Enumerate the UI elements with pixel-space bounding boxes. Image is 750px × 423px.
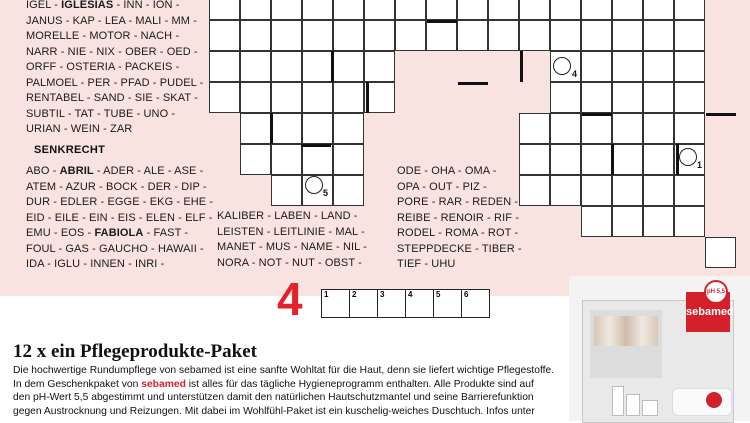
word-list-line: STEPPDECKE - TIBER - xyxy=(397,242,522,255)
grid-cell[interactable] xyxy=(457,0,488,20)
grid-cell[interactable] xyxy=(333,51,364,82)
word-list-horizontal xyxy=(26,0,203,138)
word-list-vertical-2 xyxy=(217,209,367,271)
grid-cell[interactable] xyxy=(581,113,612,144)
solution-box[interactable] xyxy=(377,289,406,318)
grid-cell[interactable] xyxy=(271,0,302,20)
word-list-line: ABO - ABRIL - ADER - ALE - ASE - xyxy=(26,165,204,177)
grid-cell[interactable] xyxy=(643,82,674,113)
word-list-vertical-3 xyxy=(397,164,522,273)
grid-cell[interactable] xyxy=(643,20,674,51)
grid-cell[interactable] xyxy=(302,51,333,82)
solution-box[interactable] xyxy=(349,289,378,318)
grid-cell[interactable] xyxy=(519,175,550,206)
circle-number: 4 xyxy=(572,69,578,79)
word-list-line: SUBTIL - TAT - TUBE - UNO - xyxy=(26,107,176,120)
word-list-line: FOUL - GAS - GAUCHO - HAWAII - xyxy=(26,242,204,255)
grid-cell[interactable] xyxy=(612,113,643,144)
solution-circle xyxy=(679,148,697,166)
lid-photo xyxy=(594,316,658,346)
word-list-line: PORE - RAR - REDEN - xyxy=(397,196,519,208)
article-title: 12 x ein Pflegeprodukte-Paket xyxy=(13,341,257,362)
ph-seal: pH 5,5 xyxy=(704,280,728,304)
grid-cell[interactable] xyxy=(550,0,581,20)
grid-cell[interactable] xyxy=(209,51,240,82)
grid-cell[interactable] xyxy=(333,0,364,20)
word-list-line: LEISTEN - LEITLINIE - MAL - xyxy=(217,225,365,238)
grid-cell[interactable] xyxy=(488,0,519,20)
grid-cell[interactable] xyxy=(674,206,705,237)
word-list-line: RODEL - ROMA - ROT - xyxy=(397,227,519,239)
article-line: den pH-Wert 5,5 abgestimmt und unterstützen damit den natürlichen Hautschutzmantel und seine Barrierefunktion xyxy=(13,392,534,403)
grid-cell[interactable] xyxy=(271,20,302,51)
grid-cell[interactable] xyxy=(240,113,271,144)
grid-separator xyxy=(520,51,523,82)
grid-cell[interactable] xyxy=(333,113,364,144)
word-list-line: NARR - NIE - NIX - OBER - OED - xyxy=(26,45,198,58)
article-line: In dem Geschenkpaket von sebamed ist alles für das tägliche Hygieneprogramm enthalten. Alle Produkte sind auf xyxy=(13,378,534,390)
brand-name: sebamed xyxy=(141,378,186,390)
grid-cell[interactable] xyxy=(581,82,612,113)
grid-cell[interactable] xyxy=(581,20,612,51)
grid-cell[interactable] xyxy=(209,82,240,113)
grid-cell[interactable] xyxy=(271,82,302,113)
grid-cell[interactable] xyxy=(271,51,302,82)
grid-cell[interactable] xyxy=(581,51,612,82)
grid-separator xyxy=(611,144,614,175)
grid-separator xyxy=(270,113,273,144)
grid-separator xyxy=(366,82,369,113)
grid-cell[interactable] xyxy=(395,0,426,20)
word-list-line: ATEM - AZUR - BOCK - DER - DIP - xyxy=(26,180,207,193)
word-list-line: ORFF - OSTERIA - PACKEIS - xyxy=(26,61,180,73)
grid-cell[interactable] xyxy=(674,175,705,206)
product-bottles xyxy=(612,386,662,416)
puzzle-number: 4 xyxy=(277,273,303,325)
word-list-line: ODE - OHA - OMA - xyxy=(397,165,497,177)
grid-cell[interactable] xyxy=(519,113,550,144)
grid-separator xyxy=(706,113,736,116)
grid-separator xyxy=(427,20,457,23)
solution-box-number: 3 xyxy=(380,290,385,299)
grid-cell[interactable] xyxy=(550,175,581,206)
word-list-line: IDA - IGLU - INNEN - INRI - xyxy=(26,258,165,270)
grid-cell[interactable] xyxy=(488,20,519,51)
solution-box-number: 6 xyxy=(464,290,469,299)
grid-cell[interactable] xyxy=(581,206,612,237)
word-list-line: MANET - MUS - NAME - NIL - xyxy=(217,241,367,253)
grid-cell[interactable] xyxy=(581,0,612,20)
solution-box-number: 2 xyxy=(352,290,357,299)
grid-cell[interactable] xyxy=(643,0,674,20)
grid-cell[interactable] xyxy=(426,20,457,51)
word-list-line: EMU - EOS - FABIOLA - FAST - xyxy=(26,227,189,239)
sebamed-logo: sebamed xyxy=(686,292,730,332)
solution-box[interactable] xyxy=(405,289,434,318)
towel xyxy=(672,388,732,416)
grid-cell[interactable] xyxy=(643,144,674,175)
senkrecht-heading: SENKRECHT xyxy=(34,144,106,156)
word-list-vertical-1 xyxy=(26,164,213,273)
grid-cell[interactable] xyxy=(643,175,674,206)
grid-cell[interactable] xyxy=(612,82,643,113)
grid-cell[interactable] xyxy=(302,144,333,175)
solution-box[interactable] xyxy=(433,289,462,318)
grid-cell[interactable] xyxy=(240,144,271,175)
grid-cell[interactable] xyxy=(240,51,271,82)
article-line: Die hochwertige Rundumpflege von sebamed ist eine sanfte Wohltat für die Haut, denn sie liefert wichtige Pflegestoffe. xyxy=(13,365,555,376)
grid-cell[interactable] xyxy=(302,113,333,144)
grid-cell[interactable] xyxy=(550,82,581,113)
grid-cell[interactable] xyxy=(612,0,643,20)
grid-cell[interactable] xyxy=(519,20,550,51)
grid-cell[interactable] xyxy=(643,206,674,237)
grid-cell[interactable] xyxy=(240,0,271,20)
grid-cell[interactable] xyxy=(674,51,705,82)
grid-cell[interactable] xyxy=(550,144,581,175)
grid-cell[interactable] xyxy=(643,113,674,144)
grid-separator xyxy=(458,82,488,85)
grid-cell[interactable] xyxy=(271,144,302,175)
grid-cell[interactable] xyxy=(395,20,426,51)
grid-cell[interactable] xyxy=(209,20,240,51)
grid-separator xyxy=(331,51,334,82)
grid-cell[interactable] xyxy=(240,82,271,113)
grid-cell[interactable] xyxy=(333,175,364,206)
grid-cell[interactable] xyxy=(581,144,612,175)
grid-cell[interactable] xyxy=(209,0,240,20)
solution-circle xyxy=(305,176,323,194)
grid-cell[interactable] xyxy=(674,0,705,20)
word-list-line: REIBE - RENOIR - RIF - xyxy=(397,211,519,224)
grid-cell[interactable] xyxy=(271,113,302,144)
grid-cell[interactable] xyxy=(612,206,643,237)
word-list-line: EID - EILE - EIN - EIS - ELEN - ELF - xyxy=(26,211,213,224)
grid-cell[interactable] xyxy=(333,144,364,175)
grid-cell[interactable] xyxy=(581,175,612,206)
grid-cell[interactable] xyxy=(612,20,643,51)
grid-cell[interactable] xyxy=(519,0,550,20)
grid-cell[interactable] xyxy=(674,20,705,51)
grid-separator xyxy=(582,113,612,116)
grid-cell[interactable] xyxy=(643,51,674,82)
word-list-line: MORELLE - MOTOR - NACH - xyxy=(26,30,180,42)
grid-cell[interactable] xyxy=(426,0,457,20)
grid-cell[interactable] xyxy=(519,144,550,175)
grid-cell[interactable] xyxy=(612,144,643,175)
solution-box-number: 4 xyxy=(408,290,413,299)
solution-box[interactable] xyxy=(461,289,490,318)
grid-cell[interactable] xyxy=(333,82,364,113)
word-list-line: URIAN - WEIN - ZAR xyxy=(26,123,133,135)
solution-boxes xyxy=(322,289,490,318)
grid-cell[interactable] xyxy=(302,0,333,20)
grid-cell[interactable] xyxy=(302,20,333,51)
word-list-line: OPA - OUT - PIZ - xyxy=(397,180,487,193)
solution-box-number: 5 xyxy=(436,290,441,299)
word-list-line: JANUS - KAP - LEA - MALI - MM - xyxy=(26,14,197,27)
grid-cell[interactable] xyxy=(240,20,271,51)
article-body xyxy=(13,364,558,418)
grid-cell[interactable] xyxy=(612,175,643,206)
word-list-line: PALMOEL - PER - PFAD - PUDEL - xyxy=(26,76,204,89)
circle-number: 1 xyxy=(697,160,703,170)
word-list-line: IGEL - IGLESIAS - INN - ION - xyxy=(26,0,180,11)
grid-cell[interactable] xyxy=(364,0,395,20)
grid-cell[interactable] xyxy=(612,51,643,82)
grid-cell[interactable] xyxy=(550,113,581,144)
grid-cell[interactable] xyxy=(550,20,581,51)
solution-circle xyxy=(553,57,571,75)
towel-seal xyxy=(706,392,722,408)
grid-cell[interactable] xyxy=(364,51,395,82)
grid-cell[interactable] xyxy=(705,237,736,268)
grid-separator xyxy=(301,144,331,147)
word-list-line: NORA - NOT - NUT - OBST - xyxy=(217,256,362,269)
grid-cell[interactable] xyxy=(271,175,302,206)
word-list-line: DUR - EDLER - EGGE - EKG - EHE - xyxy=(26,196,214,208)
grid-cell[interactable] xyxy=(364,20,395,51)
grid-cell[interactable] xyxy=(302,82,333,113)
grid-cell[interactable] xyxy=(674,82,705,113)
grid-cell[interactable] xyxy=(457,20,488,51)
solution-box[interactable] xyxy=(321,289,350,318)
word-list-line: TIEF - UHU xyxy=(397,258,456,270)
circle-number: 5 xyxy=(323,188,329,198)
solution-box-number: 1 xyxy=(324,290,329,299)
grid-cell[interactable] xyxy=(333,20,364,51)
word-list-line: RENTABEL - SAND - SIE - SKAT - xyxy=(26,92,198,104)
grid-cell[interactable] xyxy=(674,113,705,144)
word-list-line: KALIBER - LABEN - LAND - xyxy=(217,210,358,222)
article-line: gegen Austrocknung und Reizungen. Mit dabei im Wohlfühl-Paket ist ein kuschelig-weiches Duschtuch. Infos unter xyxy=(13,405,535,417)
